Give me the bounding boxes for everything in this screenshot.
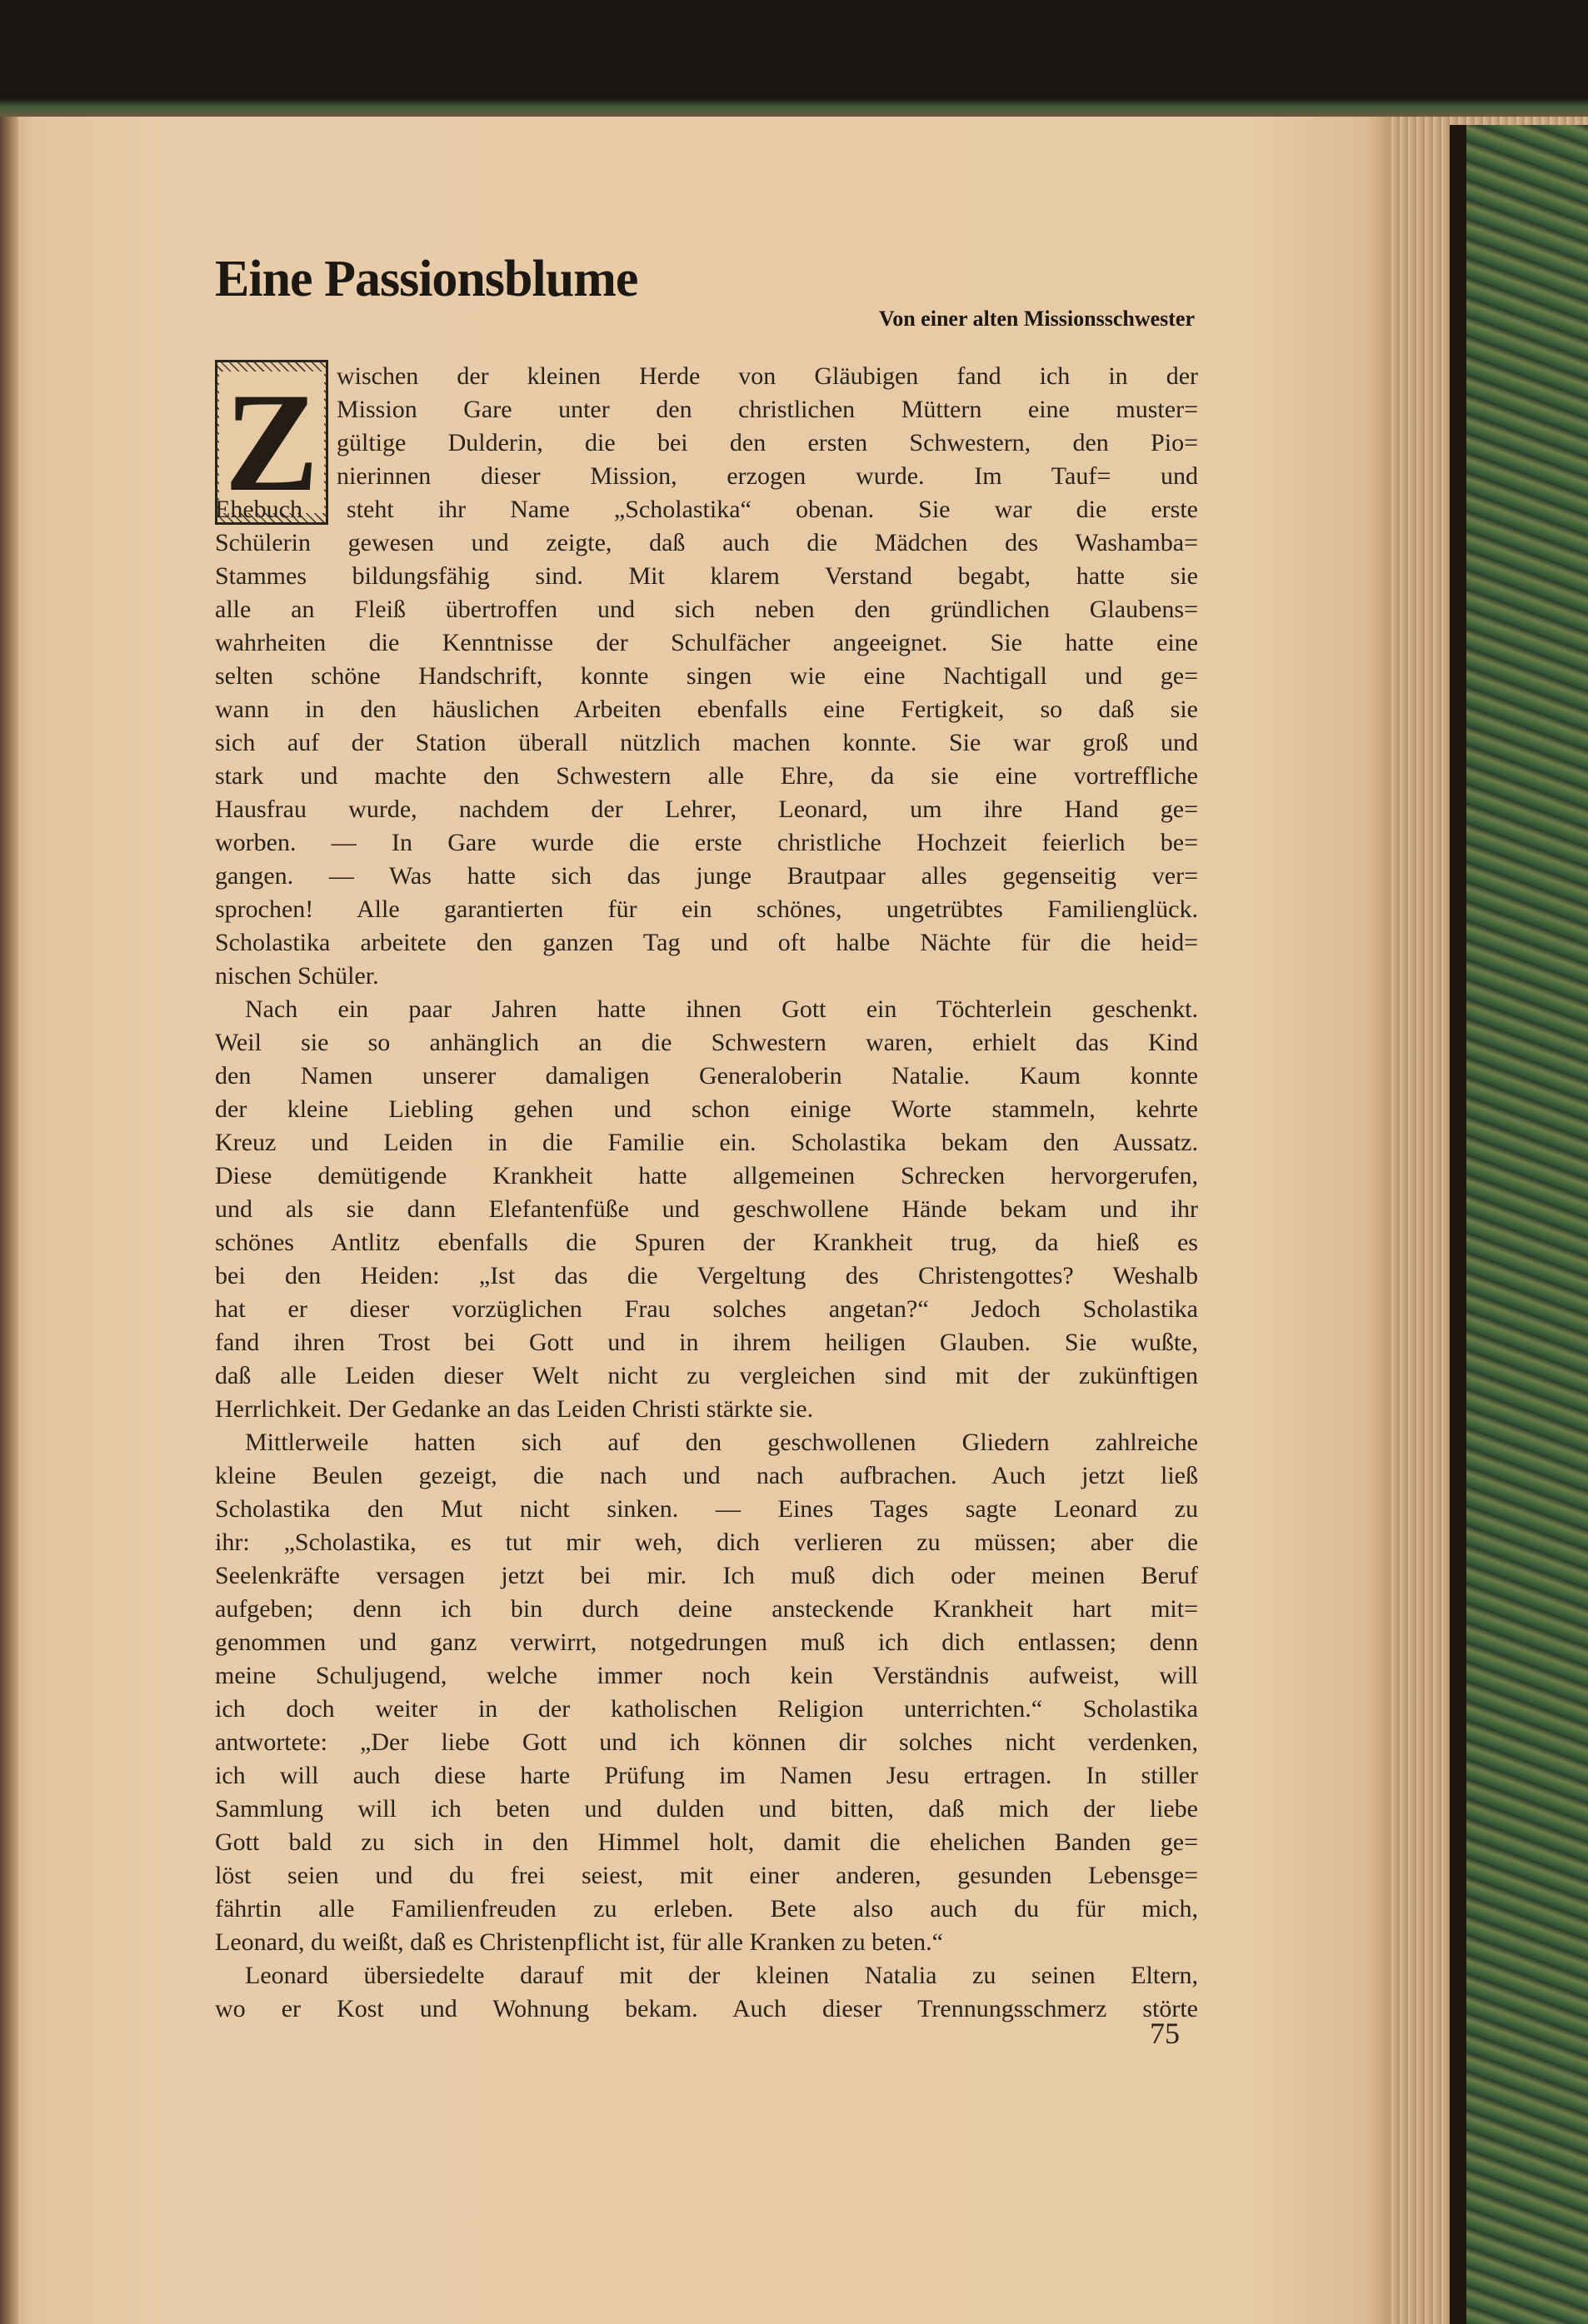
text-line: löst seien und du frei seiest, mit einer anderen, gesunden Lebensge= [215,1862,1198,1889]
text-line: Weil sie so anhänglich an die Schwestern waren, erhielt das Kind [215,1029,1198,1056]
article-title: Eine Passionsblume [215,251,638,307]
text-line: Kreuz und Leiden in die Familie ein. Scholastika bekam den Aussatz. [215,1129,1198,1156]
book-spine-top-edge [0,0,1588,125]
text-line: kleine Beulen gezeigt, die nach und nach aufbrachen. Auch jetzt ließ [215,1462,1198,1489]
text-line: gültige Dulderin, die bei den ersten Schwestern, den Pio= [337,429,1198,456]
text-line: meine Schuljugend, welche immer noch kein Verständnis aufweist, will [215,1662,1198,1689]
text-line: Herrlichkeit. Der Gedanke an das Leiden Christi stärkte sie. [215,1395,814,1423]
text-line: bei den Heiden: „Ist das die Vergeltung des Christengottes? Weshalb [215,1262,1198,1289]
text-line: Leonard übersiedelte darauf mit der kleinen Natalia zu seinen Eltern, [245,1962,1198,1989]
cover-edge [1450,125,1468,2324]
text-line: selten schöne Handschrift, konnte singen wie eine Nachtigall und ge= [215,662,1198,690]
text-line: Seelenkräfte versagen jetzt bei mir. Ich muß dich oder meinen Beruf [215,1562,1198,1589]
text-line: Leonard, du weißt, daß es Christenpflicht ist, für alle Kranken zu beten.“ [215,1928,943,1956]
text-line: Gott bald zu sich in den Himmel holt, damit die ehelichen Banden ge= [215,1828,1198,1856]
text-line: Mission Gare unter den christlichen Müttern eine muster= [337,396,1198,423]
text-line: daß alle Leiden dieser Welt nicht zu vergleichen sind mit der zukünftigen [215,1362,1198,1389]
text-line: ich will auch diese harte Prüfung im Namen Jesu ertragen. In stiller [215,1762,1198,1789]
text-line: nischen Schüler. [215,962,379,990]
article-byline: Von einer alten Missionsschwester [878,307,1195,331]
text-line: ihr: „Scholastika, es tut mir weh, dich verlieren zu müssen; aber die [215,1529,1198,1556]
text-line: stark und machte den Schwestern alle Ehre, da sie eine vortreffliche [215,762,1198,790]
text-line: Nach ein paar Jahren hatte ihnen Gott ein Töchterlein geschenkt. [245,995,1198,1023]
text-line: aufgeben; denn ich bin durch deine ansteckende Krankheit hart mit= [215,1595,1198,1623]
text-line: gangen. — Was hatte sich das junge Brautpaar alles gegenseitig ver= [215,862,1198,890]
text-line: Scholastika arbeitete den ganzen Tag und oft halbe Nächte für die heid= [215,929,1198,956]
article-body [215,360,1198,2026]
text-line: schönes Antlitz ebenfalls die Spuren der Krankheit trug, da hieß es [215,1229,1198,1256]
text-line: Schülerin gewesen und zeigte, daß auch die Mädchen des Washamba= [215,529,1198,556]
text-line: und als sie dann Elefantenfüße und geschwollene Hände bekam und ihr [215,1195,1198,1223]
text-line: Mittlerweile hatten sich auf den geschwollenen Gliedern zahlreiche [245,1429,1198,1456]
text-line: wischen der kleinen Herde von Gläubigen fand ich in der [337,362,1198,390]
text-line: sprochen! Alle garantierten für ein schönes, ungetrübtes Familienglück. [215,895,1198,923]
text-line: fand ihren Trost bei Gott und in ihrem heiligen Glauben. Sie wußte, [215,1329,1198,1356]
page-number: 75 [1150,2017,1180,2050]
text-line: den Namen unserer damaligen Generaloberin Natalie. Kaum konnte [215,1062,1198,1090]
text-line: worben. — In Gare wurde die erste christliche Hochzeit feierlich be= [215,829,1198,856]
text-line: genommen und ganz verwirrt, notgedrungen muß ich dich entlassen; denn [215,1628,1198,1656]
drop-cap-letter: Z [219,372,323,513]
text-line: Ehebuch steht ihr Name „Scholastika“ obenan. Sie war die erste [215,496,1198,523]
text-line: wahrheiten die Kenntnisse der Schulfächer angeeignet. Sie hatte eine [215,629,1198,656]
text-line: hat er dieser vorzüglichen Frau solches angetan?“ Jedoch Scholastika [215,1295,1198,1323]
page-gutter-shadow [0,117,18,2324]
text-line: antwortete: „Der liebe Gott und ich können dir solches nicht verdenken, [215,1728,1198,1756]
text-line: nierinnen dieser Mission, erzogen wurde. Im Tauf= und [337,462,1198,490]
marbled-cover [1466,125,1588,2324]
text-line: Diese demütigende Krankheit hatte allgemeinen Schrecken hervorgerufen, [215,1162,1198,1189]
text-line: Sammlung will ich beten und dulden und bitten, daß mich der liebe [215,1795,1198,1823]
text-line: Scholastika den Mut nicht sinken. — Eines Tages sagte Leonard zu [215,1495,1198,1523]
text-line: alle an Fleiß übertroffen und sich neben den gründlichen Glaubens= [215,596,1198,623]
text-line: ich doch weiter in der katholischen Religion unterrichten.“ Scholastika [215,1695,1198,1723]
text-line: Hausfrau wurde, nachdem der Lehrer, Leonard, um ihre Hand ge= [215,795,1198,823]
text-line: wann in den häuslichen Arbeiten ebenfalls eine Fertigkeit, so daß sie [215,696,1198,723]
text-line: wo er Kost und Wohnung bekam. Auch dieser Trennungsschmerz störte [215,1995,1198,2022]
text-line: der kleine Liebling gehen und schon einige Worte stammeln, kehrte [215,1095,1198,1123]
text-line: sich auf der Station überall nützlich machen konnte. Sie war groß und [215,729,1198,756]
text-line: fährtin alle Familienfreuden zu erleben. Bete also auch du für mich, [215,1895,1198,1923]
text-line: Stammes bildungsfähig sind. Mit klarem Verstand begabt, hatte sie [215,562,1198,590]
